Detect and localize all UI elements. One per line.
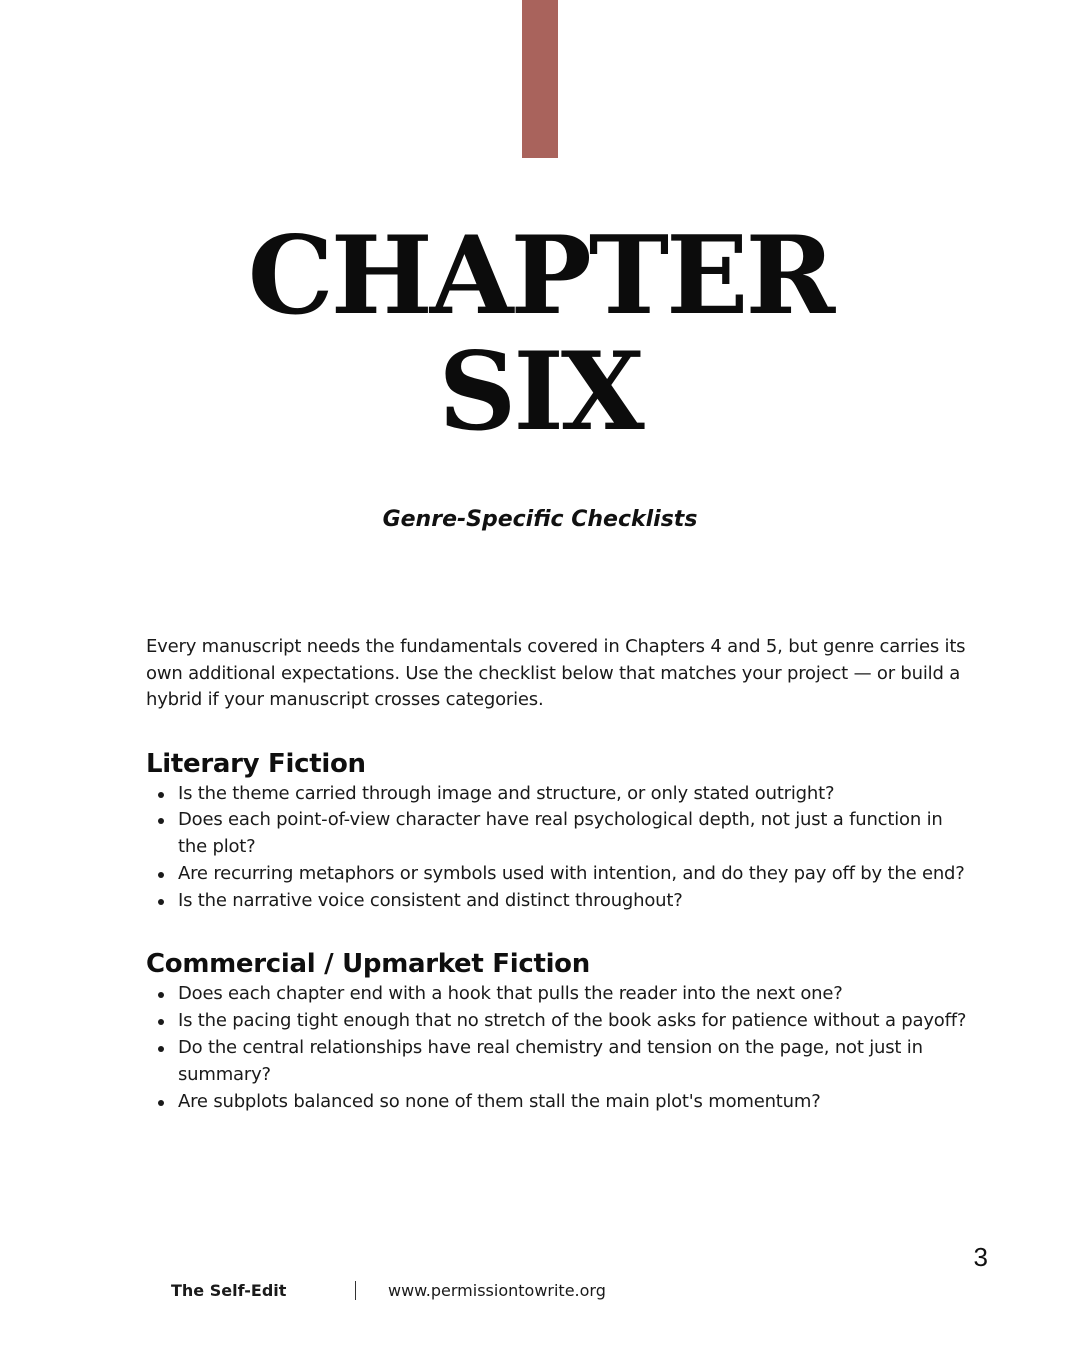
chapter-title-line-2: SIX bbox=[438, 329, 642, 455]
footer-book-title: The Self-Edit bbox=[171, 1281, 287, 1300]
list-item: Are subplots balanced so none of them stall the main plot's momentum? bbox=[178, 1089, 976, 1116]
list-item: Is the narrative voice consistent and distinct throughout? bbox=[178, 888, 976, 915]
footer-website-link[interactable]: www.permissiontowrite.org bbox=[388, 1281, 606, 1300]
checklist-literary-fiction bbox=[146, 781, 976, 915]
list-item: Is the theme carried through image and structure, or only stated outright? bbox=[178, 781, 976, 808]
footer-divider bbox=[355, 1281, 356, 1300]
intro-paragraph: Every manuscript needs the fundamentals covered in Chapters 4 and 5, but genre carries its own additional expectations. Use the checklist below that matches your project — or build a hybrid if your manuscript crosses categories. bbox=[146, 636, 966, 710]
list-item: Does each chapter end with a hook that pulls the reader into the next one? bbox=[178, 981, 976, 1008]
section-heading-commercial-fiction: Commercial / Upmarket Fiction bbox=[146, 949, 590, 980]
list-item: Are recurring metaphors or symbols used with intention, and do they pay off by the end? bbox=[178, 861, 976, 888]
page-number: 3 bbox=[973, 1242, 988, 1272]
checklist-commercial-fiction bbox=[146, 981, 976, 1115]
chapter-title-line-1: CHAPTER bbox=[247, 213, 833, 339]
chapter-subtitle: Genre-Specific Checklists bbox=[382, 507, 698, 532]
section-heading-literary-fiction: Literary Fiction bbox=[146, 748, 366, 779]
accent-bar bbox=[522, 0, 558, 158]
chapter-content bbox=[146, 634, 976, 1115]
list-item: Does each point-of-view character have real psychological depth, not just a function in the plot? bbox=[178, 807, 976, 861]
list-item: Do the central relationships have real chemistry and tension on the page, not just in summary? bbox=[178, 1035, 976, 1089]
list-item: Is the pacing tight enough that no stretch of the book asks for patience without a payoff? bbox=[178, 1008, 976, 1035]
chapter-title bbox=[0, 213, 1080, 455]
